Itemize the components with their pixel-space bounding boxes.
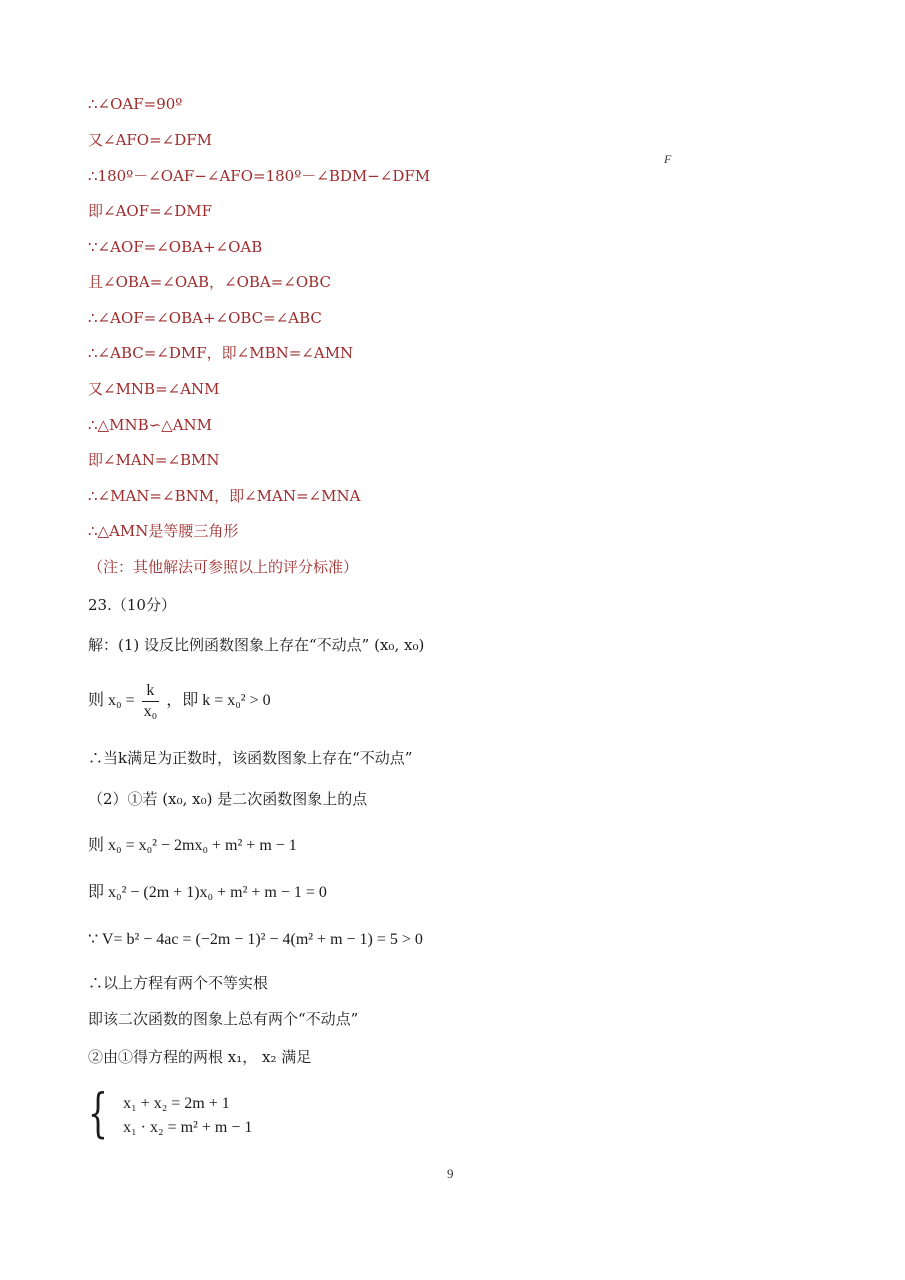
- proof-line-7: ∴∠AOF=∠OBA+∠OBC=∠ABC: [88, 309, 322, 327]
- page-number: 9: [447, 1166, 454, 1181]
- proof-line-10: ∴△MNB∽△ANM: [88, 416, 213, 434]
- equation-system: [88, 1084, 253, 1144]
- fraction-suffix: ，即 k = x₀² > 0: [166, 692, 271, 709]
- q23-solution-line-3: ∴当k满足为正数时，该函数图象上存在“不动点”: [88, 749, 413, 767]
- grading-note: （注：其他解法可参照以上的评分标准）: [88, 558, 359, 576]
- left-brace: {: [88, 1084, 108, 1144]
- proof-line-4: 即∠AOF=∠DMF: [88, 202, 213, 220]
- fraction-denominator: x₀: [143, 702, 158, 720]
- q23-solution-line-4: （2）①若 (x₀, x₀) 是二次函数图象上的点: [88, 790, 368, 808]
- q23-solution-line-9: 即该二次函数的图象上总有两个“不动点”: [88, 1010, 359, 1028]
- proof-line-9: 又∠MNB=∠ANM: [88, 380, 220, 398]
- q23-solution-line-5: 则 x₀ = x₀² − 2mx₀ + m² + m − 1: [88, 837, 297, 854]
- q23-solution-line-6: 即 x₀² − (2m + 1)x₀ + m² + m − 1 = 0: [88, 884, 327, 901]
- proof-line-6: 且∠OBA=∠OAB，∠OBA=∠OBC: [88, 273, 331, 291]
- proof-line-13: ∴△AMN是等腰三角形: [88, 522, 239, 540]
- proof-line-5: ∵∠AOF=∠OBA+∠OAB: [88, 238, 263, 256]
- fraction-numerator: k: [142, 682, 160, 702]
- proof-line-3: ∴180º－∠OAF−∠AFO=180º－∠BDM−∠DFM: [88, 167, 431, 185]
- stray-figure-label: F: [664, 152, 672, 166]
- proof-line-2: 又∠AFO=∠DFM: [88, 131, 213, 149]
- proof-line-12: ∴∠MAN=∠BNM，即∠MAN=∠MNA: [88, 487, 361, 505]
- fraction-prefix: 则 x₀ =: [88, 692, 135, 709]
- q23-solution-line-10: ②由①得方程的两根 x₁， x₂ 满足: [88, 1048, 312, 1066]
- proof-line-1: ∴∠OAF=90º: [88, 95, 183, 113]
- q23-solution-line-2: [88, 681, 271, 721]
- q23-solution-line-8: ∴以上方程有两个不等实根: [88, 974, 269, 992]
- q23-solution-line-7: ∵ V= b² − 4ac = (−2m − 1)² − 4(m² + m − 1) = 5 > 0: [88, 931, 423, 948]
- fraction-k-over-x0: [142, 682, 160, 721]
- q23-solution-line-1: 解：(1) 设反比例函数图象上存在“不动点” (x₀, x₀): [88, 636, 425, 654]
- proof-line-8: ∴∠ABC=∠DMF，即∠MBN=∠AMN: [88, 344, 354, 362]
- equation-system-lines: [123, 1088, 252, 1144]
- system-equation-1: x₁ + x₂ = 2m + 1: [123, 1095, 230, 1112]
- proof-line-11: 即∠MAN=∠BMN: [88, 451, 220, 469]
- system-equation-2: x₁ · x₂ = m² + m − 1: [123, 1119, 253, 1136]
- question-23-heading: 23.（10分）: [88, 596, 176, 614]
